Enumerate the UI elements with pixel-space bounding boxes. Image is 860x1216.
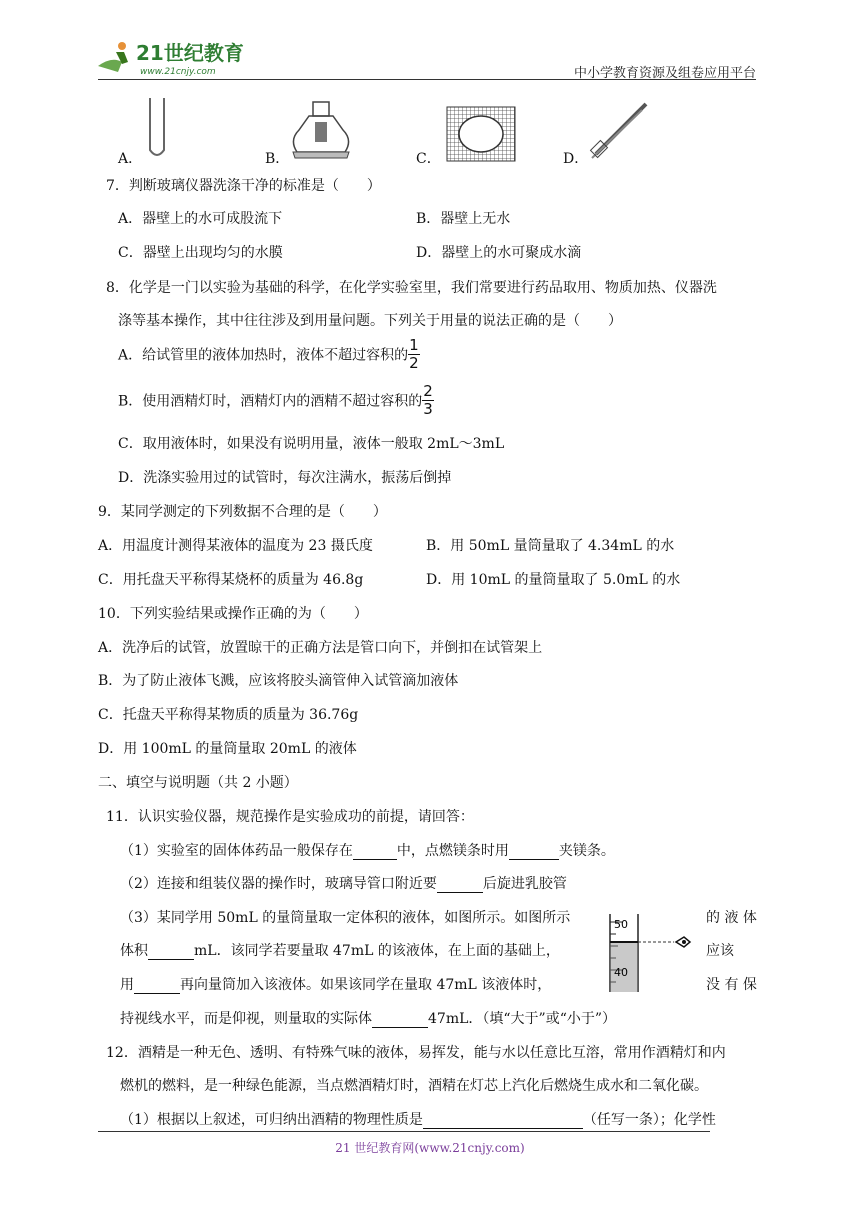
q8-option-c: C．取用液体时，如果没有说明用量，液体一般取 2mL～3mL <box>118 436 505 452</box>
cylinder-label-top: 50 <box>614 918 628 931</box>
q12-part1: （1）根据以上叙述，可归纳出酒精的物理性质是 （任写一条）；化学性 <box>120 1112 716 1128</box>
q12-line2: 燃机的燃料，是一种绿色能源，当点燃酒精灯时，酒精在灯芯上汽化后燃烧生成水和二氧化碳。 <box>120 1078 708 1094</box>
footer-text: 21 世纪教育网(www.21cnjy.com) <box>335 1141 525 1155</box>
blank-3-3[interactable] <box>372 1013 428 1028</box>
q10-option-b: B．为了防止液体飞溅，应该将胶头滴管伸入试管滴加液体 <box>98 673 459 689</box>
header-rule <box>98 79 756 80</box>
q11-part3-line3: 用 再向量筒加入该液体。如果该同学在量取 47mL 该液体时， <box>120 977 552 993</box>
q8-option-b-text: B．使用酒精灯时，酒精灯内的酒精不超过容积的 <box>118 393 423 410</box>
q8-option-a <box>118 337 420 372</box>
test-tube-holder-image <box>588 100 652 162</box>
asbestos-gauze-image <box>446 106 516 162</box>
q9-option-b: B．用 50mL 量筒量取了 4.34mL 的水 <box>426 538 675 554</box>
q11-part3-line3-right: 没 有 保 <box>706 977 757 993</box>
logo-text: 21世纪教育 <box>136 41 244 65</box>
q11-part3-line2-right: 应该 <box>706 943 734 959</box>
test-tube-image <box>146 96 168 162</box>
blank-1-1[interactable] <box>353 845 397 860</box>
blank-1-2[interactable] <box>509 845 559 860</box>
site-logo <box>92 36 262 80</box>
q6-option-a-label: A． <box>118 151 143 167</box>
q11-part3-line4: 持视线水平，而是仰视，则量取的实际体 47mL．（填“大于”或“小于”） <box>120 1011 617 1027</box>
q10-option-a: A．洗净后的试管，放置晾干的正确方法是管口向下，并倒扣在试管架上 <box>98 640 543 656</box>
q7-option-c: C．器壁上出现均匀的水膜 <box>118 245 283 261</box>
q12-line1: 12．酒精是一种无色、透明、有特殊气味的液体，易挥发，能与水以任意比互溶，常用作酒精灯和内 <box>106 1045 726 1061</box>
q11-part3-line1-right: 的 液 体 <box>706 910 757 926</box>
q8-option-d: D．洗涤实验用过的试管时，每次注满水，振荡后倒掉 <box>118 470 452 486</box>
q8-stem-line2: 涤等基本操作，其中往往涉及到用量问题。下列关于用量的说法正确的是（ ） <box>118 313 622 329</box>
q9-option-a: A．用温度计测得某液体的温度为 23 摄氏度 <box>98 538 373 554</box>
q8-option-a-text: A．给试管里的液体加热时，液体不超过容积的 <box>118 347 409 364</box>
q6-option-c-label: C． <box>416 151 441 167</box>
q11-part3-line2: 体积 mL．该同学若要量取 47mL 的该液体，在上面的基础上， <box>120 943 560 959</box>
q10-option-c: C．托盘天平称得某物质的质量为 36.76g <box>98 707 359 723</box>
section-heading: 二、填空与说明题（共 2 小题） <box>98 775 298 791</box>
q8-option-b <box>118 383 434 418</box>
header-tagline: 中小学教育资源及组卷应用平台 <box>573 66 756 81</box>
q10-stem: 10．下列实验结果或操作正确的为（ ） <box>98 606 368 622</box>
q9-option-c: C．用托盘天平称得某烧杯的质量为 46.8g <box>98 572 364 588</box>
q9-stem: 9．某同学测定的下列数据不合理的是（ ） <box>98 504 387 520</box>
q8-stem-line1: 8．化学是一门以实验为基础的科学，在化学实验室里，我们常要进行药品取用、物质加热、仪器洗 <box>106 280 717 296</box>
footer-rule <box>98 1131 710 1132</box>
q11-part3-line1: （3）某同学用 50mL 的量筒量取一定体积的液体，如图所示。如图所示 <box>120 910 571 926</box>
graduated-cylinder-figure <box>604 912 694 996</box>
q10-option-d: D．用 100mL 的量筒量取 20mL 的液体 <box>98 741 357 757</box>
blank-3-2[interactable] <box>134 979 180 994</box>
fraction-one-half: $\frac{1}{2}$ <box>409 336 419 372</box>
q7-option-d: D．器壁上的水可聚成水滴 <box>416 245 582 261</box>
q11-part1: （1）实验室的固体体药品一般保存在 中，点燃镁条时用 夹镁条。 <box>120 843 615 859</box>
fraction-two-thirds: $\frac{2}{3}$ <box>423 382 433 418</box>
q7-option-a: A．器壁上的水可成股流下 <box>118 211 283 227</box>
q11-stem: 11．认识实验仪器，规范操作是实验成功的前提，请回答： <box>106 809 474 825</box>
cylinder-label-bottom: 40 <box>614 966 628 979</box>
q11-part2: （2）连接和组装仪器的操作时，玻璃导管口附近要 后旋进乳胶管 <box>120 876 567 892</box>
blank-2-1[interactable] <box>437 878 483 893</box>
q7-option-b: B．器壁上无水 <box>416 211 511 227</box>
blank-3-1[interactable] <box>148 945 194 960</box>
q9-option-d: D．用 10mL 的量筒量取了 5.0mL 的水 <box>426 572 681 588</box>
q6-option-d-label: D． <box>563 151 589 167</box>
alcohol-lamp-image <box>287 100 355 162</box>
logo-url: www.21cnjy.com <box>140 67 216 77</box>
q7-stem: 7．判断玻璃仪器洗涤干净的标准是（ ） <box>106 178 381 194</box>
q6-option-b-label: B． <box>265 151 290 167</box>
blank-12-1[interactable] <box>423 1114 583 1129</box>
